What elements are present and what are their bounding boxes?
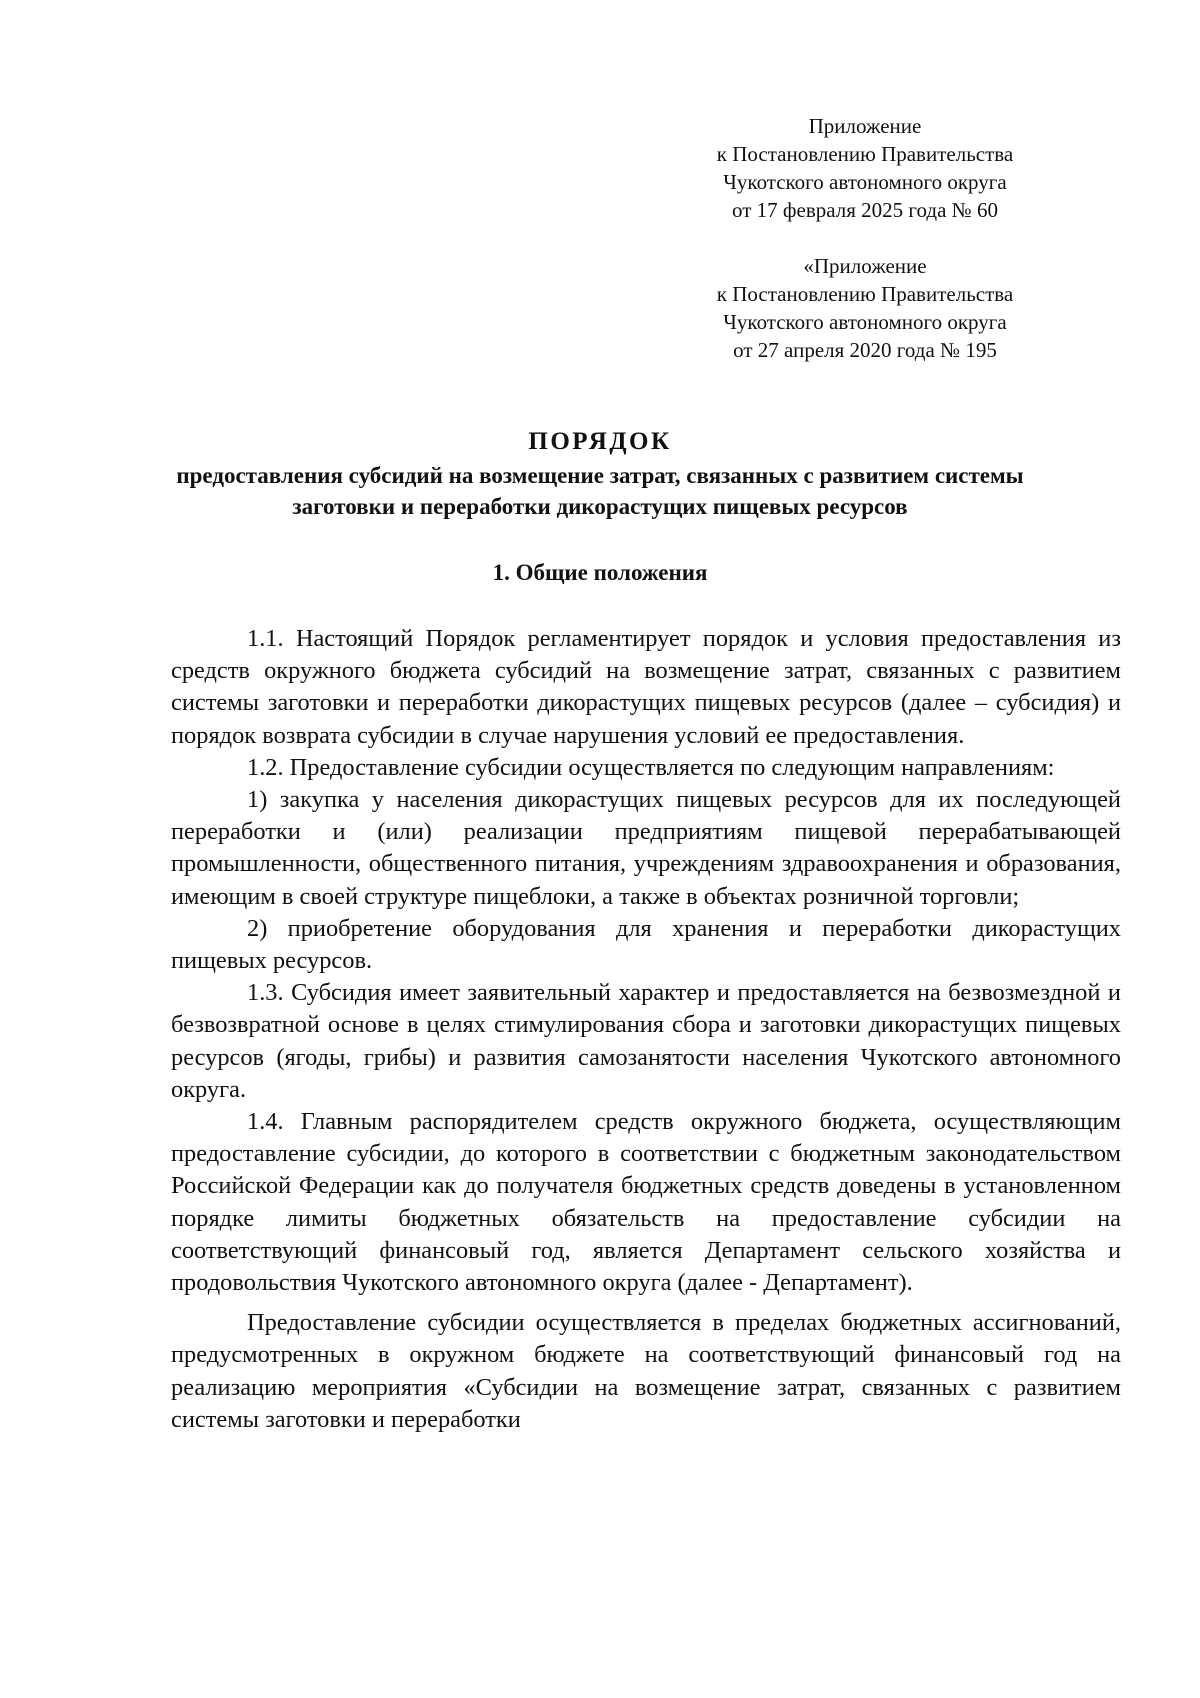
document-title-block <box>150 426 1050 522</box>
appendix-header-current <box>690 112 1040 224</box>
document-title: ПОРЯДОК <box>528 428 672 455</box>
appendix-line: к Постановлению Правительства <box>716 142 1014 166</box>
paragraph-1-4: 1.4. Главным распорядителем средств окружного бюджета, осуществляющим предоставление субсидии, до которого в соответствии с бюджетным законодательством Российской Федерации как до получателя бюджетных средств доведены в установленном порядке лимиты бюджетных обязательств на предоставление субсидии на соответствующий финансовый год, является Департамент сельского хозяйства и продовольствия Чукотского автономного округа (далее - Департамент). <box>171 1108 1121 1297</box>
paragraph-1-1: 1.1. Настоящий Порядок регламентирует порядок и условия предоставления из средств окружного бюджета субсидий на возмещение затрат, связанных с развитием системы заготовки и переработки дикорастущих пищевых ресурсов (далее – субсидия) и порядок возврата субсидии в случае нарушения условий ее предоставления. <box>171 625 1121 749</box>
appendix-line: Чукотского автономного округа <box>723 170 1007 194</box>
paragraph-1-3: 1.3. Субсидия имеет заявительный характер и предоставляется на безвозмездной и безвозвратной основе в целях стимулирования сбора и заготовки дикорастущих пищевых ресурсов (ягоды, грибы) и развития самозанятости населения Чукотского автономного округа. <box>171 979 1121 1103</box>
paragraph-1-2: 1.2. Предоставление субсидии осуществляется по следующим направлениям: <box>247 753 1055 781</box>
section-heading: 1. Общие положения <box>492 560 708 585</box>
appendix-header-original <box>690 252 1040 364</box>
paragraph-direction-1: 1) закупка у населения дикорастущих пищевых ресурсов для их последующей переработки и (или) реализации предприятиям пищевой перерабатывающей промышленности, общественного питания, учреждениям здравоохранения и образования, имеющим в своей структуре пищеблоки, а также в объектах розничной торговли; <box>171 786 1121 910</box>
appendix-line: Приложение <box>808 114 922 138</box>
appendix-line: к Постановлению Правительства <box>716 282 1014 306</box>
appendix-line: Чукотского автономного округа <box>723 310 1007 334</box>
document-body <box>171 623 1121 1436</box>
appendix-line: от 27 апреля 2020 года № 195 <box>733 338 997 362</box>
appendix-line: «Приложение <box>803 254 927 278</box>
appendix-line: от 17 февраля 2025 года № 60 <box>732 198 998 222</box>
paragraph-direction-2: 2) приобретение оборудования для хранения и переработки дикорастущих пищевых ресурсов. <box>171 914 1121 975</box>
document-subtitle: предоставления субсидий на возмещение затрат, связанных с развитием системы заготовки и переработки дикорастущих пищевых ресурсов <box>176 463 1024 519</box>
paragraph-funding: Предоставление субсидии осуществляется в пределах бюджетных ассигнований, предусмотренных в окружном бюджете на соответствующий финансовый год на реализацию мероприятия «Субсидии на возмещение затрат, связанных с развитием системы заготовки и переработки <box>171 1309 1121 1433</box>
